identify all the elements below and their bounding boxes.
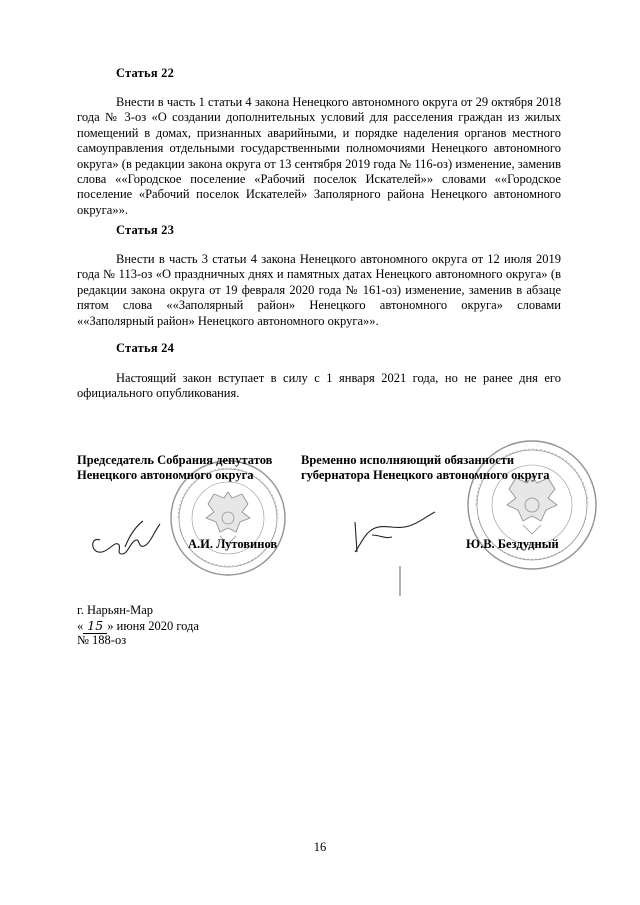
left-title-line2: Ненецкого автономного округа — [77, 468, 254, 482]
right-signatory-name: Ю.В. Бездудный — [466, 537, 559, 551]
law-number: № 188-оз — [77, 633, 127, 647]
left-signatory-title — [77, 453, 272, 483]
article-23-heading: Статья 23 — [116, 223, 175, 237]
left-signatory-name: А.И. Лутовинов — [188, 537, 278, 551]
right-title-line1: Временно исполняющий обязанности — [301, 453, 515, 467]
city: г. Нарьян-Мар — [77, 603, 154, 617]
article-24-heading: Статья 24 — [116, 341, 175, 355]
right-signatory-title — [301, 453, 550, 483]
left-signature-icon — [93, 521, 160, 554]
right-title-line2: губернатора Ненецкого автономного округа — [301, 468, 550, 482]
article-22-text: Внести в часть 1 статьи 4 закона Ненецкого автономного округа от 29 октября 2018 года № 3-оз «О создании дополнительных условий для расселения граждан из жилых помещений в домах, признанных аварийными, и порядке наделения органов местного самоуправления отдельными государственными полномочиями Ненецкого автономного округа» (в редакции закона округа от 13 сентября 2019 года № 116-оз) изменение, заменив слова ««Городское поселение «Рабочий поселок Искателей»» словами ««Городское поселение «Рабочий поселок Искателей» Заполярного района Ненецкого автономного округа»». — [77, 95, 561, 217]
date-day: 15 — [83, 618, 107, 634]
article-22-heading: Статья 22 — [116, 66, 175, 80]
page-number: 16 — [313, 840, 327, 854]
date-prefix: « — [77, 619, 84, 633]
article-23-text: Внести в часть 3 статьи 4 закона Ненецкого автономного округа от 12 июля 2019 года № 113-оз «О праздничных днях и памятных датах Ненецкого автономного округа» (в редакции закона округа от 19 февраля 2020 года № 161-оз) изменение, заменив в абзаце пятом слова ««Заполярный район» Ненецкого автономного округа» словами ««Заполярный район» Ненецкого автономного округа»». — [77, 252, 561, 328]
right-signature-icon — [355, 512, 435, 596]
left-title-line1: Председатель Собрания депутатов — [77, 453, 273, 467]
law-date — [77, 618, 199, 634]
article-24-text: Настоящий закон вступает в силу с 1 января 2021 года, но не ранее дня его официального опубликования. — [77, 371, 561, 401]
date-suffix: » июня 2020 года — [107, 619, 199, 633]
